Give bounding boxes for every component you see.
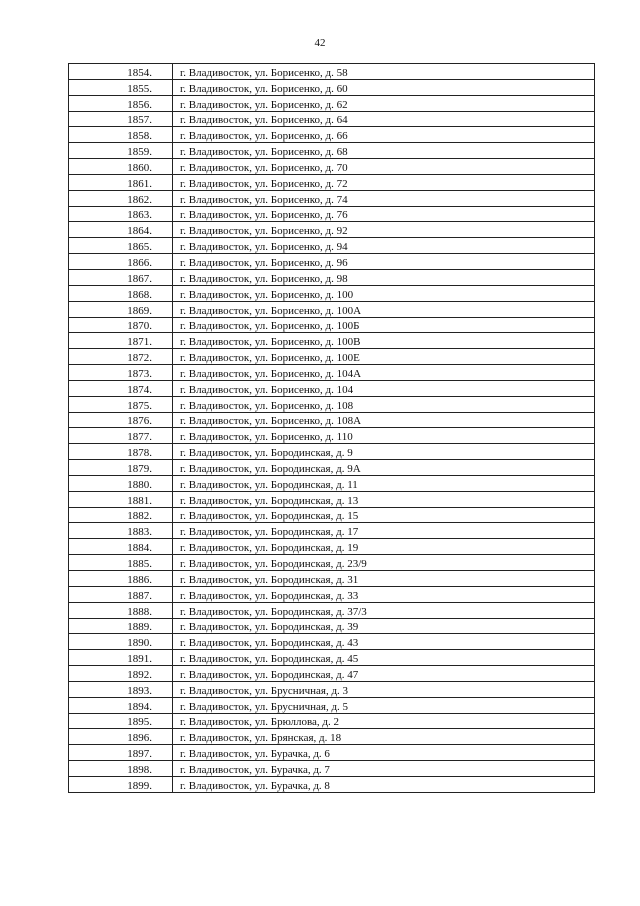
row-number-cell: 1880. bbox=[69, 475, 173, 491]
address-table bbox=[68, 63, 595, 793]
table-row bbox=[69, 571, 595, 587]
address-cell: г. Владивосток, ул. Борисенко, д. 70 bbox=[173, 159, 595, 175]
row-number-cell: 1883. bbox=[69, 523, 173, 539]
row-number-cell: 1875. bbox=[69, 396, 173, 412]
table-row bbox=[69, 523, 595, 539]
address-cell: г. Владивосток, ул. Борисенко, д. 76 bbox=[173, 206, 595, 222]
table-row bbox=[69, 650, 595, 666]
address-cell: г. Владивосток, ул. Борисенко, д. 100А bbox=[173, 301, 595, 317]
table-row bbox=[69, 174, 595, 190]
table-row bbox=[69, 317, 595, 333]
row-number-cell: 1893. bbox=[69, 681, 173, 697]
address-cell: г. Владивосток, ул. Борисенко, д. 58 bbox=[173, 64, 595, 80]
row-number-cell: 1892. bbox=[69, 666, 173, 682]
address-cell: г. Владивосток, ул. Брянская, д. 18 bbox=[173, 729, 595, 745]
row-number-cell: 1865. bbox=[69, 238, 173, 254]
row-number-cell: 1866. bbox=[69, 254, 173, 270]
table-row bbox=[69, 301, 595, 317]
table-row bbox=[69, 349, 595, 365]
address-cell: г. Владивосток, ул. Борисенко, д. 98 bbox=[173, 269, 595, 285]
address-cell: г. Владивосток, ул. Бородинская, д. 17 bbox=[173, 523, 595, 539]
address-cell: г. Владивосток, ул. Бурачка, д. 6 bbox=[173, 745, 595, 761]
table-row bbox=[69, 79, 595, 95]
address-cell: г. Владивосток, ул. Борисенко, д. 108 bbox=[173, 396, 595, 412]
row-number-cell: 1869. bbox=[69, 301, 173, 317]
table-row bbox=[69, 64, 595, 80]
table-row bbox=[69, 491, 595, 507]
row-number-cell: 1867. bbox=[69, 269, 173, 285]
table-row bbox=[69, 254, 595, 270]
table-row bbox=[69, 206, 595, 222]
table-row bbox=[69, 602, 595, 618]
table-row bbox=[69, 713, 595, 729]
row-number-cell: 1864. bbox=[69, 222, 173, 238]
row-number-cell: 1898. bbox=[69, 761, 173, 777]
address-cell: г. Владивосток, ул. Борисенко, д. 110 bbox=[173, 428, 595, 444]
address-cell: г. Владивосток, ул. Бородинская, д. 19 bbox=[173, 539, 595, 555]
address-cell: г. Владивосток, ул. Борисенко, д. 92 bbox=[173, 222, 595, 238]
table-row bbox=[69, 269, 595, 285]
row-number-cell: 1871. bbox=[69, 333, 173, 349]
table-row bbox=[69, 475, 595, 491]
table-row bbox=[69, 745, 595, 761]
address-table-body bbox=[69, 64, 595, 793]
table-row bbox=[69, 666, 595, 682]
table-row bbox=[69, 127, 595, 143]
table-row bbox=[69, 428, 595, 444]
row-number-cell: 1895. bbox=[69, 713, 173, 729]
table-row bbox=[69, 222, 595, 238]
row-number-cell: 1859. bbox=[69, 143, 173, 159]
row-number-cell: 1882. bbox=[69, 507, 173, 523]
table-row bbox=[69, 412, 595, 428]
row-number-cell: 1874. bbox=[69, 380, 173, 396]
address-cell: г. Владивосток, ул. Борисенко, д. 100Б bbox=[173, 317, 595, 333]
address-cell: г. Владивосток, ул. Бородинская, д. 15 bbox=[173, 507, 595, 523]
address-cell: г. Владивосток, ул. Борисенко, д. 64 bbox=[173, 111, 595, 127]
row-number-cell: 1890. bbox=[69, 634, 173, 650]
address-cell: г. Владивосток, ул. Бородинская, д. 13 bbox=[173, 491, 595, 507]
table-row bbox=[69, 143, 595, 159]
row-number-cell: 1858. bbox=[69, 127, 173, 143]
table-row bbox=[69, 586, 595, 602]
address-cell: г. Владивосток, ул. Бородинская, д. 31 bbox=[173, 571, 595, 587]
row-number-cell: 1854. bbox=[69, 64, 173, 80]
address-cell: г. Владивосток, ул. Борисенко, д. 66 bbox=[173, 127, 595, 143]
page-number: 42 bbox=[314, 37, 326, 49]
address-cell: г. Владивосток, ул. Борисенко, д. 94 bbox=[173, 238, 595, 254]
address-cell: г. Владивосток, ул. Бородинская, д. 43 bbox=[173, 634, 595, 650]
address-cell: г. Владивосток, ул. Брусничная, д. 5 bbox=[173, 697, 595, 713]
row-number-cell: 1876. bbox=[69, 412, 173, 428]
table-row bbox=[69, 634, 595, 650]
address-cell: г. Владивосток, ул. Бурачка, д. 7 bbox=[173, 761, 595, 777]
address-cell: г. Владивосток, ул. Брусничная, д. 3 bbox=[173, 681, 595, 697]
address-cell: г. Владивосток, ул. Бородинская, д. 23/9 bbox=[173, 555, 595, 571]
row-number-cell: 1860. bbox=[69, 159, 173, 175]
address-cell: г. Владивосток, ул. Борисенко, д. 100Е bbox=[173, 349, 595, 365]
row-number-cell: 1894. bbox=[69, 697, 173, 713]
address-cell: г. Владивосток, ул. Борисенко, д. 104 bbox=[173, 380, 595, 396]
address-cell: г. Владивосток, ул. Бородинская, д. 45 bbox=[173, 650, 595, 666]
row-number-cell: 1862. bbox=[69, 190, 173, 206]
address-cell: г. Владивосток, ул. Борисенко, д. 104А bbox=[173, 365, 595, 381]
table-row bbox=[69, 95, 595, 111]
row-number-cell: 1879. bbox=[69, 460, 173, 476]
row-number-cell: 1872. bbox=[69, 349, 173, 365]
address-cell: г. Владивосток, ул. Бородинская, д. 9А bbox=[173, 460, 595, 476]
address-cell: г. Владивосток, ул. Борисенко, д. 60 bbox=[173, 79, 595, 95]
row-number-cell: 1896. bbox=[69, 729, 173, 745]
address-cell: г. Владивосток, ул. Борисенко, д. 68 bbox=[173, 143, 595, 159]
row-number-cell: 1877. bbox=[69, 428, 173, 444]
address-cell: г. Владивосток, ул. Бородинская, д. 47 bbox=[173, 666, 595, 682]
table-row bbox=[69, 729, 595, 745]
row-number-cell: 1878. bbox=[69, 444, 173, 460]
address-cell: г. Владивосток, ул. Борисенко, д. 100 bbox=[173, 285, 595, 301]
table-row bbox=[69, 333, 595, 349]
table-row bbox=[69, 285, 595, 301]
table-row bbox=[69, 444, 595, 460]
row-number-cell: 1857. bbox=[69, 111, 173, 127]
table-row bbox=[69, 238, 595, 254]
row-number-cell: 1863. bbox=[69, 206, 173, 222]
row-number-cell: 1885. bbox=[69, 555, 173, 571]
address-cell: г. Владивосток, ул. Бородинская, д. 9 bbox=[173, 444, 595, 460]
table-row bbox=[69, 555, 595, 571]
address-cell: г. Владивосток, ул. Борисенко, д. 96 bbox=[173, 254, 595, 270]
table-row bbox=[69, 396, 595, 412]
table-row bbox=[69, 460, 595, 476]
row-number-cell: 1881. bbox=[69, 491, 173, 507]
row-number-cell: 1861. bbox=[69, 174, 173, 190]
table-row bbox=[69, 539, 595, 555]
row-number-cell: 1899. bbox=[69, 776, 173, 792]
address-cell: г. Владивосток, ул. Борисенко, д. 62 bbox=[173, 95, 595, 111]
row-number-cell: 1889. bbox=[69, 618, 173, 634]
table-row bbox=[69, 190, 595, 206]
row-number-cell: 1855. bbox=[69, 79, 173, 95]
table-row bbox=[69, 159, 595, 175]
row-number-cell: 1873. bbox=[69, 365, 173, 381]
row-number-cell: 1888. bbox=[69, 602, 173, 618]
table-row bbox=[69, 380, 595, 396]
address-cell: г. Владивосток, ул. Бородинская, д. 37/3 bbox=[173, 602, 595, 618]
address-cell: г. Владивосток, ул. Бородинская, д. 39 bbox=[173, 618, 595, 634]
address-cell: г. Владивосток, ул. Борисенко, д. 74 bbox=[173, 190, 595, 206]
table-row bbox=[69, 111, 595, 127]
table-row bbox=[69, 697, 595, 713]
table-row bbox=[69, 618, 595, 634]
address-cell: г. Владивосток, ул. Бородинская, д. 11 bbox=[173, 475, 595, 491]
row-number-cell: 1856. bbox=[69, 95, 173, 111]
table-row bbox=[69, 761, 595, 777]
table-row bbox=[69, 776, 595, 792]
address-cell: г. Владивосток, ул. Борисенко, д. 72 bbox=[173, 174, 595, 190]
address-cell: г. Владивосток, ул. Бурачка, д. 8 bbox=[173, 776, 595, 792]
row-number-cell: 1868. bbox=[69, 285, 173, 301]
row-number-cell: 1870. bbox=[69, 317, 173, 333]
row-number-cell: 1897. bbox=[69, 745, 173, 761]
table-row bbox=[69, 681, 595, 697]
table-row bbox=[69, 365, 595, 381]
row-number-cell: 1887. bbox=[69, 586, 173, 602]
address-cell: г. Владивосток, ул. Борисенко, д. 108А bbox=[173, 412, 595, 428]
row-number-cell: 1886. bbox=[69, 571, 173, 587]
address-cell: г. Владивосток, ул. Бородинская, д. 33 bbox=[173, 586, 595, 602]
row-number-cell: 1891. bbox=[69, 650, 173, 666]
address-cell: г. Владивосток, ул. Брюллова, д. 2 bbox=[173, 713, 595, 729]
address-cell: г. Владивосток, ул. Борисенко, д. 100В bbox=[173, 333, 595, 349]
table-row bbox=[69, 507, 595, 523]
row-number-cell: 1884. bbox=[69, 539, 173, 555]
